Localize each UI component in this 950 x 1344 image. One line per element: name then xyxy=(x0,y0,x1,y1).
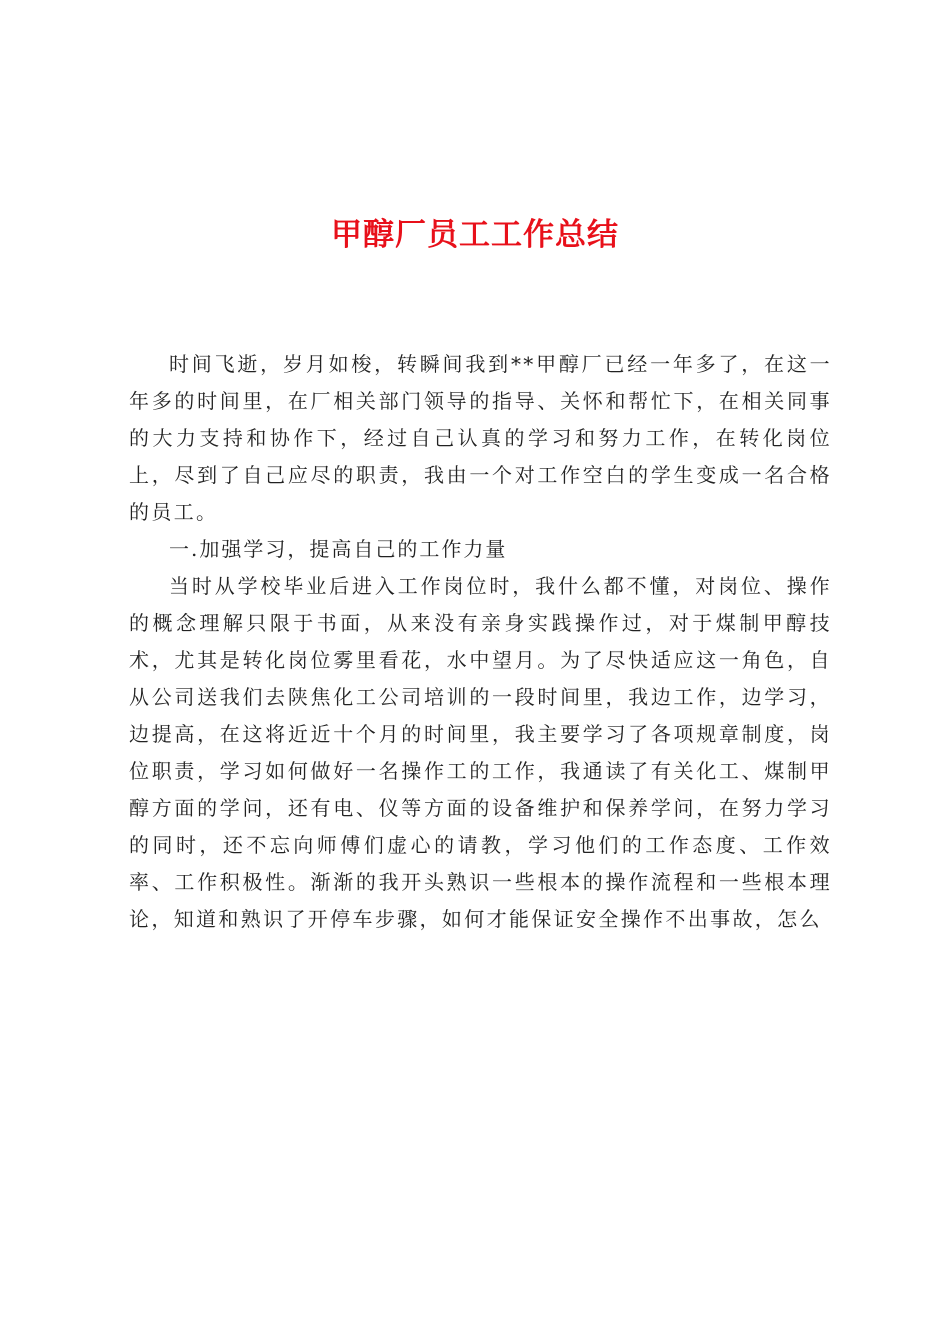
section-heading: 一.加强学习，提高自己的工作力量 xyxy=(169,537,508,561)
document-title: 甲醇厂员工工作总结 xyxy=(331,217,619,253)
section-paragraph: 当时从学校毕业后进入工作岗位时，我什么都不懂，对岗位、操作的概念理解只限于书面，从来没有亲身实践操作过，对于煤制甲醇技术，尤其是转化岗位雾里看花，水中望月。为了尽快适应这一角色，自从公司送我们去陕焦化工公司培训的一段时间里，我边工作，边学习，边提高，在这将近近十个月的时间里，我主要学习了各项规章制度，岗位职责，学习如何做好一名操作工的工作，我通读了有关化工、煤制甲醇方面的学问，还有电、仪等方面的设备维护和保养学问，在努力学习的同时，还不忘向师傅们虚心的请教，学习他们的工作态度、工作效率、工作积极性。渐渐的我开头熟识一些根本的操作流程和一些根本理论，知道和熟识了开停车步骤，如何才能保证安全操作不出事故，怎么 xyxy=(129,574,832,931)
document-body xyxy=(129,346,832,938)
intro-paragraph: 时间飞逝，岁月如梭，转瞬间我到**甲醇厂已经一年多了，在这一年多的时间里，在厂相关部门领导的指导、关怀和帮忙下，在相关同事的大力支持和协作下，经过自己认真的学习和努力工作，在转化岗位上，尽到了自己应尽的职责，我由一个对工作空白的学生变成一名合格的员工。 xyxy=(129,352,832,524)
